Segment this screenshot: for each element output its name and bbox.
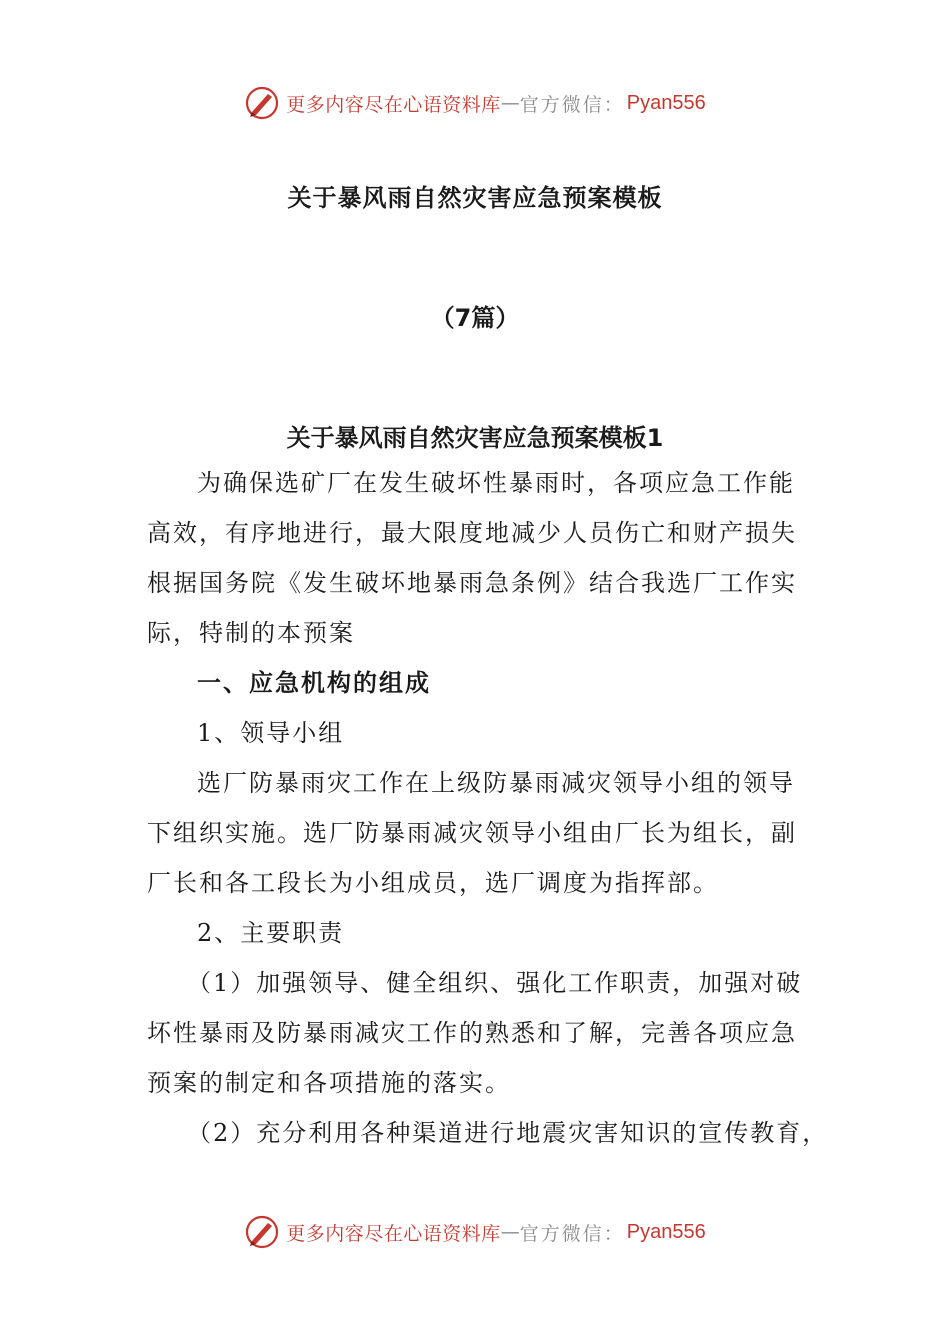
subheading: 1、领导小组	[197, 719, 345, 747]
site-name: 更多内容尽在心语资料库	[286, 1222, 501, 1245]
paragraph-line: 际，特制的本预案	[147, 619, 355, 647]
paragraph-line: 坏性暴雨及防暴雨减灾工作的熟悉和了解，完善各项应急	[147, 1019, 797, 1047]
paragraph-line: （1）加强领导、健全组织、强化工作职责，加强对破	[187, 969, 803, 997]
paragraph-line: 下组织实施。选厂防暴雨减灾领导小组由厂长为组长，副	[147, 819, 797, 847]
paragraph-line: 预案的制定和各项措施的落实。	[147, 1069, 511, 1097]
wechat-label: 官方微信：	[519, 1222, 625, 1245]
body-text	[147, 458, 829, 1158]
banner-dash: —	[500, 1221, 520, 1243]
pen-logo-icon	[244, 1214, 280, 1250]
section-heading: 一、应急机构的组成	[197, 669, 431, 697]
section-title: 关于暴风雨自然灾害应急预案模板1	[286, 424, 664, 452]
banner-dash: —	[500, 92, 520, 114]
header-watermark-banner	[0, 83, 950, 123]
wechat-id: Pyan556	[626, 91, 706, 114]
paragraph-line: 为确保选矿厂在发生破坏性暴雨时，各项应急工作能	[197, 469, 795, 497]
subheading: 2、主要职责	[197, 919, 345, 947]
paragraph-line: 厂长和各工段长为小组成员，选厂调度为指挥部。	[147, 869, 719, 897]
article-count: （7篇）	[430, 304, 520, 332]
paragraph-line: 根据国务院《发生破坏地暴雨急条例》结合我选厂工作实	[147, 569, 797, 597]
document-title: 关于暴风雨自然灾害应急预案模板	[287, 184, 663, 212]
paragraph-line: 选厂防暴雨灾工作在上级防暴雨减灾领导小组的领导	[197, 769, 795, 797]
pen-logo-icon	[244, 85, 280, 121]
wechat-label: 官方微信：	[519, 93, 625, 116]
paragraph-line: 高效，有序地进行，最大限度地减少人员伤亡和财产损失	[147, 519, 797, 547]
footer-watermark-banner	[0, 1212, 950, 1252]
site-name: 更多内容尽在心语资料库	[286, 93, 501, 116]
wechat-id: Pyan556	[626, 1220, 706, 1243]
paragraph-line: （2）充分利用各种渠道进行地震灾害知识的宣传教育，	[187, 1119, 829, 1147]
